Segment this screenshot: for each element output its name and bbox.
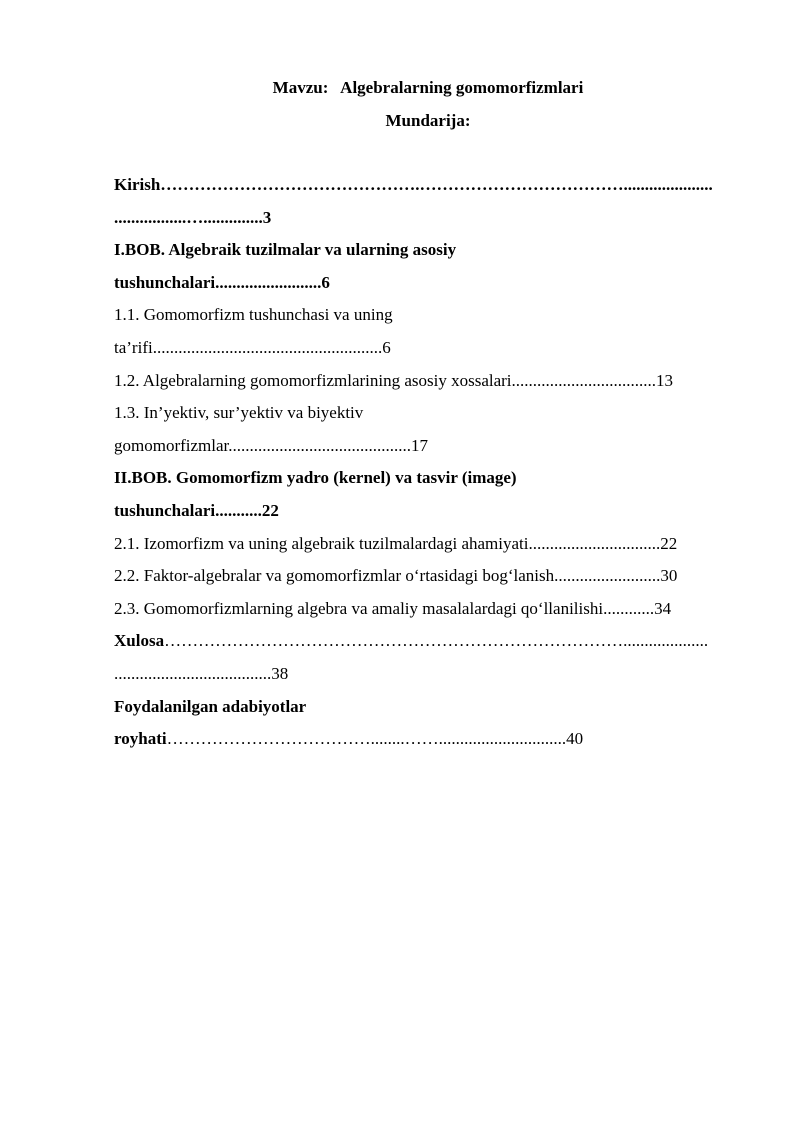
toc-line-xulosa-page: .....................................38 <box>114 663 289 683</box>
toc-line-section-1-1-page: ta’rifi......................................................6 <box>114 337 391 357</box>
toc-line-kirish-page: .................…..............3 <box>114 207 272 227</box>
toc-line-references: Foydalanilgan adabiyotlar <box>114 696 307 716</box>
toc-line-kirish: Kirish……………………………………….………………………………..................... <box>114 175 713 194</box>
contents-heading: Mundarija: <box>385 111 471 130</box>
toc-line-xulosa-label: Xulosa <box>114 631 165 651</box>
toc-line-section-1-3-page: gomomorfizmlar...........................................17 <box>114 435 429 455</box>
toc-line-references-leader: ………………………………........……..............................40 <box>166 729 584 749</box>
table-of-contents <box>114 174 742 761</box>
toc-line-section-1-3: 1.3. In’yektiv, sur’yektiv va biyektiv <box>114 403 364 423</box>
document-title: Mavzu: Algebralarning gomomorfizmlari <box>272 78 584 97</box>
toc-line-references-page <box>114 728 742 761</box>
toc-line-section-1-2: 1.2. Algebralarning gomomorfizmlarining asosiy xossalari..................................13 <box>114 370 674 390</box>
toc-line-section-2-3: 2.3. Gomomorfizmlarning algebra va amaliy masalalardagi qoʻllanilishi............34 <box>114 598 672 618</box>
toc-line-xulosa-leader: ……………………………………………………………………….................... <box>164 631 709 651</box>
toc-line-section-1-1: 1.1. Gomomorfizm tushunchasi va uning <box>114 305 393 325</box>
toc-line-chapter-1: I.BOB. Algebraik tuzilmalar va ularning asosiy <box>114 240 457 260</box>
toc-line-chapter-2: II.BOB. Gomomorfizm yadro (kernel) va tasvir (image) <box>114 468 517 488</box>
toc-line-chapter-1-page: tushunchalari.........................6 <box>114 272 330 292</box>
toc-line-chapter-2-page: tushunchalari...........22 <box>114 500 279 520</box>
toc-line-xulosa <box>114 630 742 663</box>
toc-line-section-2-1: 2.1. Izomorfizm va uning algebraik tuzilmalardagi ahamiyati...............................22 <box>114 533 678 553</box>
toc-line-section-2-2: 2.2. Faktor-algebralar va gomomorfizmlar oʻrtasidagi bogʻlanish.........................30 <box>114 566 678 586</box>
toc-line-references-label: royhati <box>114 729 167 749</box>
